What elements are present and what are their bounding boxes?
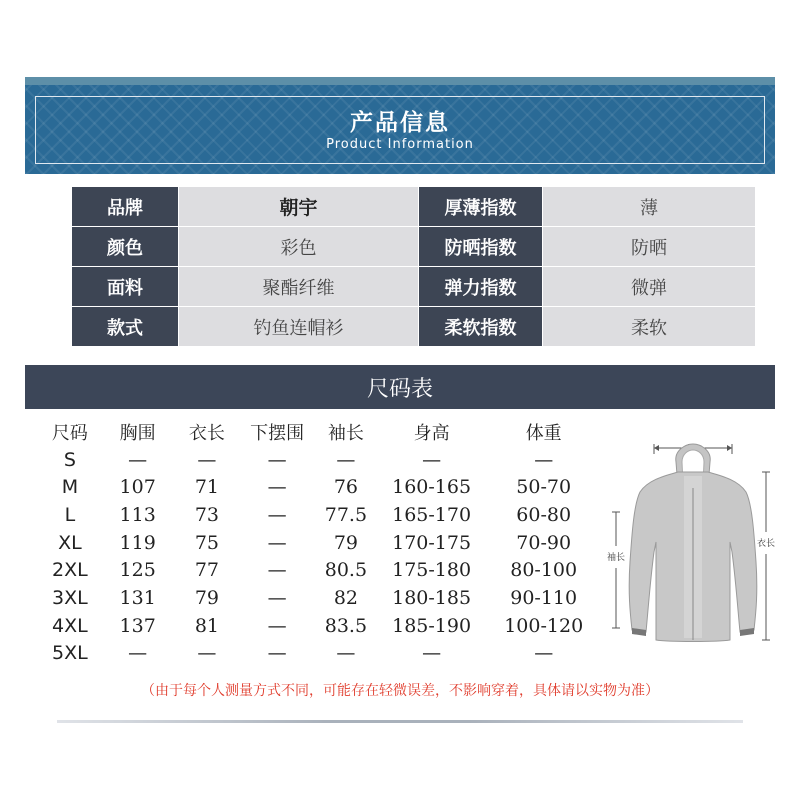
size-value: — — [128, 448, 148, 471]
banner-subtitle: Product Information — [326, 137, 474, 152]
info-value: 朝宇 — [179, 187, 419, 227]
column-header: 尺码 — [51, 422, 88, 444]
size-value: 113 — [119, 503, 156, 526]
size-row — [40, 446, 600, 474]
info-value: 微弹 — [543, 267, 756, 307]
size-value: — — [267, 559, 287, 582]
size-table-body — [40, 446, 600, 668]
size-label: 5XL — [52, 642, 88, 665]
info-value: 柔软 — [543, 307, 756, 347]
size-value: 90-110 — [510, 586, 578, 609]
size-row — [40, 529, 600, 557]
column-header: 胸围 — [119, 422, 156, 444]
info-label: 厚薄指数 — [419, 187, 543, 227]
measurement-note: （由于每个人测量方式不同，可能存在轻微误差，不影响穿着，具体请以实物为准） — [141, 683, 659, 699]
size-row — [40, 473, 600, 501]
size-table — [40, 418, 600, 667]
column-header: 袖长 — [327, 422, 364, 444]
size-value: 70-90 — [516, 531, 572, 554]
size-table-header — [40, 418, 600, 446]
size-value: — — [197, 642, 217, 665]
size-row — [40, 640, 600, 668]
size-value: 131 — [119, 586, 156, 609]
size-value: 77 — [194, 559, 219, 582]
size-label: L — [64, 503, 76, 526]
size-value: — — [267, 642, 287, 665]
info-label: 防晒指数 — [419, 227, 543, 267]
size-value: 60-80 — [516, 503, 572, 526]
info-label: 款式 — [72, 307, 179, 347]
info-value: 防晒 — [543, 227, 756, 267]
size-value: — — [336, 448, 356, 471]
bottom-divider — [57, 720, 743, 723]
size-row — [40, 612, 600, 640]
size-row — [40, 556, 600, 584]
info-value: 薄 — [543, 187, 756, 227]
size-value: 82 — [333, 586, 358, 609]
info-value: 聚酯纤维 — [179, 267, 419, 307]
size-value: 76 — [333, 476, 358, 499]
size-value: — — [197, 448, 217, 471]
info-row — [72, 227, 756, 267]
size-row — [40, 501, 600, 529]
column-header: 体重 — [525, 422, 562, 444]
size-value: 107 — [119, 476, 156, 499]
size-value: 75 — [194, 531, 219, 554]
column-header: 身高 — [413, 422, 450, 444]
size-value: 170-175 — [392, 531, 472, 554]
size-value: 50-70 — [516, 476, 572, 499]
size-value: — — [267, 448, 287, 471]
size-value: — — [422, 448, 442, 471]
size-value: 119 — [119, 531, 156, 554]
size-value: — — [128, 642, 148, 665]
banner-title: 产品信息 — [350, 110, 450, 136]
info-row — [72, 187, 756, 227]
info-label: 品牌 — [72, 187, 179, 227]
info-value: 钓鱼连帽衫 — [179, 307, 419, 347]
size-label: 4XL — [52, 614, 88, 637]
size-label: XL — [58, 531, 82, 554]
info-row — [72, 307, 756, 347]
size-row — [40, 584, 600, 612]
info-value: 彩色 — [179, 227, 419, 267]
size-value: — — [267, 476, 287, 499]
size-value: 79 — [333, 531, 358, 554]
product-info-banner — [25, 77, 775, 174]
size-value: 137 — [119, 614, 156, 637]
sleeve-length-label: 袖长 — [606, 553, 626, 563]
info-label: 弹力指数 — [419, 267, 543, 307]
size-value: — — [336, 642, 356, 665]
size-value: 180-185 — [392, 586, 472, 609]
size-value: 73 — [194, 503, 219, 526]
size-label: 2XL — [52, 559, 88, 582]
size-value: — — [422, 642, 442, 665]
size-value: 100-120 — [504, 614, 584, 637]
column-header: 下摆围 — [250, 422, 305, 444]
size-value: 80.5 — [324, 559, 368, 582]
garment-length-label: 衣长 — [756, 539, 776, 549]
jacket-diagram — [604, 432, 779, 650]
size-label: S — [63, 448, 76, 471]
size-value: 77.5 — [324, 503, 368, 526]
size-value: 160-165 — [392, 476, 472, 499]
product-info-table — [72, 187, 756, 347]
size-label: 3XL — [52, 586, 88, 609]
banner-top-strip — [25, 77, 775, 85]
info-row — [72, 267, 756, 307]
size-value: — — [267, 531, 287, 554]
size-value: — — [534, 448, 554, 471]
size-value: — — [534, 642, 554, 665]
size-value: — — [267, 614, 287, 637]
size-value: 165-170 — [392, 503, 472, 526]
info-label: 柔软指数 — [419, 307, 543, 347]
size-value: — — [267, 586, 287, 609]
size-value: — — [267, 503, 287, 526]
info-label: 面料 — [72, 267, 179, 307]
size-value: 125 — [119, 559, 156, 582]
size-value: 71 — [194, 476, 219, 499]
size-value: 81 — [194, 614, 219, 637]
size-value: 80-100 — [510, 559, 578, 582]
info-label: 颜色 — [72, 227, 179, 267]
size-label: M — [61, 476, 79, 499]
column-header: 衣长 — [188, 422, 225, 444]
size-chart-title: 尺码表 — [25, 365, 775, 409]
size-value: 83.5 — [324, 614, 368, 637]
size-value: 185-190 — [392, 614, 472, 637]
size-value: 79 — [194, 586, 219, 609]
size-value: 175-180 — [392, 559, 472, 582]
